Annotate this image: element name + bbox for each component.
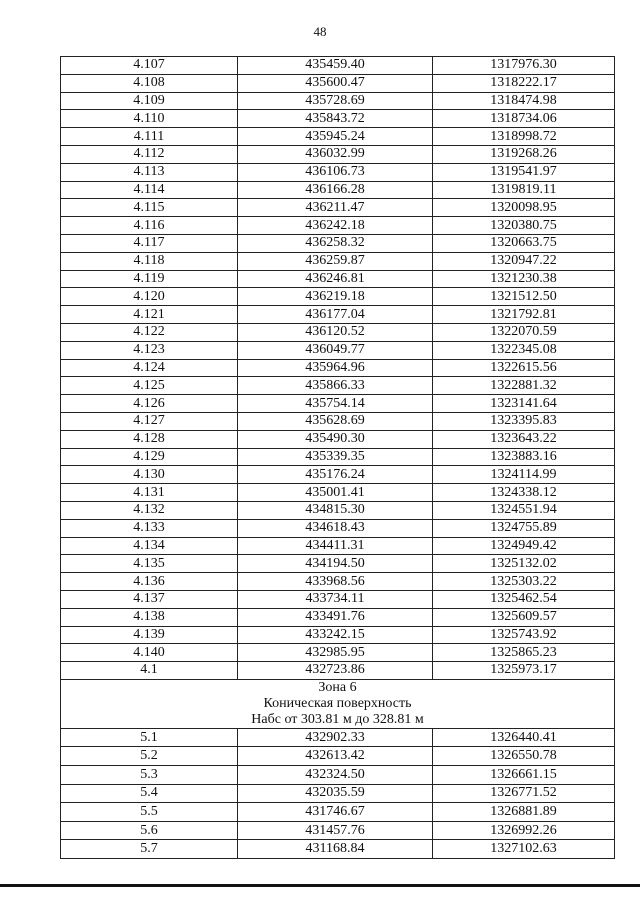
table-row [61,110,615,128]
table-row [61,341,615,359]
point-number-cell: 4.132 [61,501,238,519]
table-row [61,57,615,75]
y-coordinate-cell: 1318998.72 [433,128,615,146]
y-coordinate-cell: 1322615.56 [433,359,615,377]
y-coordinate-cell: 1325462.54 [433,590,615,608]
y-coordinate-cell: 1322345.08 [433,341,615,359]
x-coordinate-cell: 434815.30 [238,501,433,519]
y-coordinate-cell: 1326440.41 [433,728,615,747]
x-coordinate-cell: 435866.33 [238,377,433,395]
x-coordinate-cell: 436120.52 [238,323,433,341]
table-row [61,590,615,608]
y-coordinate-cell: 1322881.32 [433,377,615,395]
table-row [61,234,615,252]
y-coordinate-cell: 1319541.97 [433,163,615,181]
point-number-cell: 4.135 [61,555,238,573]
table-row [61,252,615,270]
surface-type: Коническая поверхность [263,695,412,711]
table-row [61,323,615,341]
point-number-cell: 4.121 [61,306,238,324]
x-coordinate-cell: 432035.59 [238,784,433,803]
point-number-cell: 4.140 [61,644,238,662]
x-coordinate-cell: 433968.56 [238,573,433,591]
point-number-cell: 4.114 [61,181,238,199]
x-coordinate-cell: 435339.35 [238,448,433,466]
x-coordinate-cell: 432902.33 [238,728,433,747]
point-number-cell: 4.130 [61,466,238,484]
x-coordinate-cell: 435628.69 [238,412,433,430]
point-number-cell: 4.112 [61,145,238,163]
point-number-cell: 4.111 [61,128,238,146]
point-number-cell: 4.134 [61,537,238,555]
x-coordinate-cell: 434411.31 [238,537,433,555]
x-coordinate-cell: 432324.50 [238,766,433,785]
table-row [61,217,615,235]
y-coordinate-cell: 1325743.92 [433,626,615,644]
point-number-cell: 5.7 [61,840,238,859]
table-row [61,555,615,573]
y-coordinate-cell: 1320663.75 [433,234,615,252]
y-coordinate-cell: 1320380.75 [433,217,615,235]
y-coordinate-cell: 1318734.06 [433,110,615,128]
point-number-cell: 4.124 [61,359,238,377]
x-coordinate-cell: 435490.30 [238,430,433,448]
table-row [61,626,615,644]
point-number-cell: 4.138 [61,608,238,626]
zone-title: Зона 6 [318,679,357,695]
y-coordinate-cell: 1326550.78 [433,747,615,766]
table-row [61,484,615,502]
table-row [61,573,615,591]
y-coordinate-cell: 1318474.98 [433,92,615,110]
x-coordinate-cell: 435728.69 [238,92,433,110]
table-row [61,840,615,859]
point-number-cell: 5.2 [61,747,238,766]
x-coordinate-cell: 431746.67 [238,803,433,822]
y-coordinate-cell: 1326881.89 [433,803,615,822]
point-number-cell: 4.116 [61,217,238,235]
y-coordinate-cell: 1327102.63 [433,840,615,859]
table-row [61,766,615,785]
y-coordinate-cell: 1321792.81 [433,306,615,324]
y-coordinate-cell: 1325865.23 [433,644,615,662]
x-coordinate-cell: 436259.87 [238,252,433,270]
section-header-cell [61,679,615,728]
point-number-cell: 4.120 [61,288,238,306]
y-coordinate-cell: 1320098.95 [433,199,615,217]
x-coordinate-cell: 432613.42 [238,747,433,766]
page-number: 48 [313,24,327,39]
table-row [61,270,615,288]
y-coordinate-cell: 1323141.64 [433,395,615,413]
x-coordinate-cell: 436211.47 [238,199,433,217]
bottom-rule [0,884,640,887]
x-coordinate-cell: 436246.81 [238,270,433,288]
point-number-cell: 4.126 [61,395,238,413]
point-number-cell: 4.123 [61,341,238,359]
section-header [61,679,615,728]
point-number-cell: 4.129 [61,448,238,466]
table-row [61,448,615,466]
point-number-cell: 4.137 [61,590,238,608]
table-row [61,377,615,395]
x-coordinate-cell: 435843.72 [238,110,433,128]
x-coordinate-cell: 433734.11 [238,590,433,608]
point-number-cell: 4.128 [61,430,238,448]
x-coordinate-cell: 433491.76 [238,608,433,626]
point-number-cell: 4.109 [61,92,238,110]
x-coordinate-cell: 432985.95 [238,644,433,662]
table-row [61,501,615,519]
y-coordinate-cell: 1319268.26 [433,145,615,163]
table-row [61,747,615,766]
table-row [61,288,615,306]
y-coordinate-cell: 1320947.22 [433,252,615,270]
table-row [61,145,615,163]
table-row [61,608,615,626]
y-coordinate-cell: 1325132.02 [433,555,615,573]
table-row [61,181,615,199]
point-number-cell: 4.119 [61,270,238,288]
y-coordinate-cell: 1325609.57 [433,608,615,626]
point-number-cell: 4.1 [61,662,238,680]
table-row [61,128,615,146]
y-coordinate-cell: 1325973.17 [433,662,615,680]
y-coordinate-cell: 1322070.59 [433,323,615,341]
x-coordinate-cell: 432723.86 [238,662,433,680]
y-coordinate-cell: 1326661.15 [433,766,615,785]
table-body-zone-5 [61,57,615,680]
point-number-cell: 5.1 [61,728,238,747]
table-row [61,784,615,803]
table-row [61,662,615,680]
table-body-zone-6 [61,728,615,858]
x-coordinate-cell: 436219.18 [238,288,433,306]
x-coordinate-cell: 431168.84 [238,840,433,859]
point-number-cell: 5.6 [61,821,238,840]
point-number-cell: 4.110 [61,110,238,128]
point-number-cell: 4.131 [61,484,238,502]
point-number-cell: 5.4 [61,784,238,803]
table-row [61,519,615,537]
y-coordinate-cell: 1317976.30 [433,57,615,75]
x-coordinate-cell: 433242.15 [238,626,433,644]
x-coordinate-cell: 435754.14 [238,395,433,413]
x-coordinate-cell: 436049.77 [238,341,433,359]
x-coordinate-cell: 436032.99 [238,145,433,163]
point-number-cell: 4.136 [61,573,238,591]
y-coordinate-cell: 1325303.22 [433,573,615,591]
y-coordinate-cell: 1326992.26 [433,821,615,840]
x-coordinate-cell: 435001.41 [238,484,433,502]
y-coordinate-cell: 1324949.42 [433,537,615,555]
point-number-cell: 4.107 [61,57,238,75]
y-coordinate-cell: 1323395.83 [433,412,615,430]
y-coordinate-cell: 1323643.22 [433,430,615,448]
x-coordinate-cell: 435459.40 [238,57,433,75]
x-coordinate-cell: 436258.32 [238,234,433,252]
x-coordinate-cell: 436106.73 [238,163,433,181]
point-number-cell: 4.117 [61,234,238,252]
x-coordinate-cell: 435600.47 [238,74,433,92]
table-row [61,644,615,662]
table-row [61,821,615,840]
table-row [61,803,615,822]
point-number-cell: 4.118 [61,252,238,270]
point-number-cell: 4.113 [61,163,238,181]
table-row [61,466,615,484]
table-row [61,359,615,377]
table-row [61,395,615,413]
x-coordinate-cell: 436177.04 [238,306,433,324]
y-coordinate-cell: 1324551.94 [433,501,615,519]
section-header-row [61,679,615,728]
table-row [61,74,615,92]
table-row [61,199,615,217]
y-coordinate-cell: 1324755.89 [433,519,615,537]
x-coordinate-cell: 435945.24 [238,128,433,146]
point-number-cell: 4.108 [61,74,238,92]
table-row [61,163,615,181]
point-number-cell: 4.122 [61,323,238,341]
x-coordinate-cell: 431457.76 [238,821,433,840]
y-coordinate-cell: 1323883.16 [433,448,615,466]
y-coordinate-cell: 1318222.17 [433,74,615,92]
y-coordinate-cell: 1319819.11 [433,181,615,199]
y-coordinate-cell: 1326771.52 [433,784,615,803]
coordinates-table [60,56,615,859]
table-row [61,728,615,747]
x-coordinate-cell: 434618.43 [238,519,433,537]
y-coordinate-cell: 1324114.99 [433,466,615,484]
y-coordinate-cell: 1321512.50 [433,288,615,306]
y-coordinate-cell: 1321230.38 [433,270,615,288]
point-number-cell: 4.139 [61,626,238,644]
point-number-cell: 4.115 [61,199,238,217]
point-number-cell: 4.127 [61,412,238,430]
x-coordinate-cell: 435964.96 [238,359,433,377]
height-range: Набс от 303.81 м до 328.81 м [251,711,424,727]
x-coordinate-cell: 436242.18 [238,217,433,235]
point-number-cell: 4.133 [61,519,238,537]
point-number-cell: 5.3 [61,766,238,785]
table-row [61,92,615,110]
x-coordinate-cell: 436166.28 [238,181,433,199]
point-number-cell: 5.5 [61,803,238,822]
x-coordinate-cell: 434194.50 [238,555,433,573]
y-coordinate-cell: 1324338.12 [433,484,615,502]
table-row [61,430,615,448]
table-row [61,537,615,555]
x-coordinate-cell: 435176.24 [238,466,433,484]
table-row [61,412,615,430]
table-row [61,306,615,324]
point-number-cell: 4.125 [61,377,238,395]
